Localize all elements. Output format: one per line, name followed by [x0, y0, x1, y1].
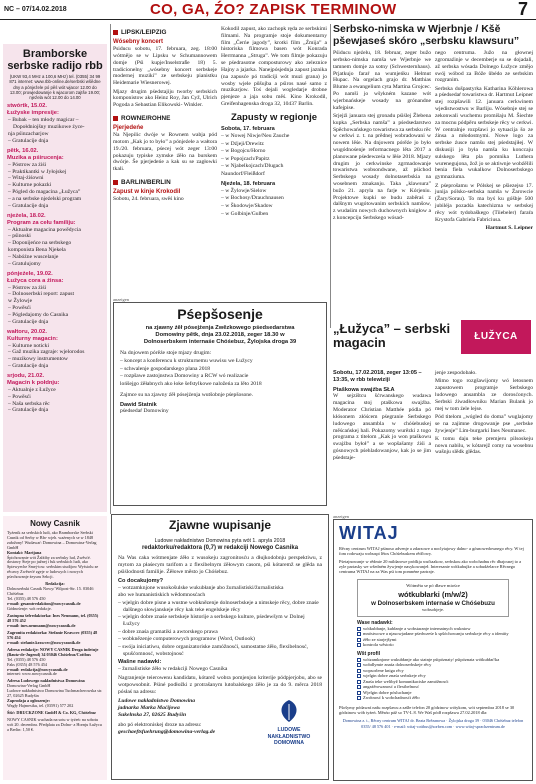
list-item: – w Škodowje/Skadow	[221, 202, 273, 209]
impressum-box	[3, 516, 107, 780]
page-header	[0, 0, 536, 20]
job-ad-footer	[118, 698, 322, 746]
checkbox-icon	[357, 627, 361, 631]
radio-day-0: stwórtk, 15.02. Łužyske impresije: – Bubak – ten młody magicar – Dopołdniojšny muzikowe źyce- nja pśinzacharjow – Gratulacije dnja	[7, 103, 85, 144]
invitation-signature-role: pśedsedaŕ Domowiny	[120, 408, 169, 415]
impressum-line: Faks (0355) 48 576 454	[7, 661, 48, 667]
invitation-intro: Na dnjowem pórěźe stoje mjazy drugim:	[120, 349, 212, 356]
job-ad-task: – žurnalistiske źěło w redakciji Nowego Casnika	[118, 666, 228, 673]
serbsko-column-2	[435, 50, 533, 232]
job-ad-address	[118, 698, 248, 735]
event-title-lipsk: Wósebny koncert	[113, 38, 164, 45]
zapusty-group-head: Njeźela, 18. februara	[221, 180, 276, 187]
serbsko-columns	[333, 50, 533, 232]
impressum-line: Zastupna šefredaktorka: Ines Neumann, tel. (0355) 48 576 452	[7, 613, 99, 623]
list-item: abo we humanistiskich wědomnosćach	[118, 592, 206, 599]
impressum-line: Zagronita redaktorka: Stefanie Krawcec (0355) 48 576 454	[7, 629, 98, 640]
list-item: – swója iniciatiwu, dobre organizatoriske zamóžnosći, samostatne źěło, flexibelnosć, spušćomnosć, wobstojnosć	[118, 643, 309, 657]
checkbox-icon	[357, 632, 361, 636]
list-item: – w Nowej Niwje/Neu Zauche	[221, 133, 290, 139]
impressum-line: e-mail: stefanie.krawcec@nowycasnik.de	[7, 639, 81, 645]
witaj-position-line: wobsobjeje.	[421, 607, 445, 613]
witaj-subhead: Wšt profil	[357, 650, 381, 657]
event-text-rowne: Na Njepilic dwóje w Rownem wabja pód motom „Kak jo to było” a pónjeźele a wałtora 19./20. februara, pśecej wót zeger 13:00 pokazuju typiske zymske źěło na burskem dwórje. Še pjerjedeńe a kak su se zagłowki tkali.	[113, 132, 217, 173]
witaj-position-box	[357, 579, 509, 617]
job-ad-title: Zjawne wupisanje	[168, 518, 272, 532]
luzyca-paragraph: jenje zespodobało.	[435, 370, 477, 376]
witaj-profile-text: Wjelgin dobre pósluchanje	[363, 689, 412, 695]
witaj-profile-text: wopsorlene kniga rěcy	[363, 667, 404, 673]
impressum-line: Domowina-Verlag GmbH	[7, 683, 51, 689]
events-column-1	[113, 26, 217, 204]
event-place-barlin: BARLIN/BERLIN	[121, 178, 171, 186]
job-ad-paragraph: abo pó elektroniskej droze na adresu:	[118, 721, 202, 728]
luzyca-logo	[461, 320, 531, 354]
address-line: jadnarka Marka Maćijowa	[118, 705, 180, 712]
witaj-intro: Rěcny centrum WITAJ pśinoso advenje a zdarzowe a noclytajowy dalno- a gósnowedownego rěcy. W tej fom rodowaju wobuspi lětos Chóśebuskem rědčowy.	[339, 545, 524, 557]
luzyca-head	[333, 322, 533, 366]
witaj-profile-text: wótzamknjone wukubłanje ako statnje pśipóznaty/ pśipóznata wótkubłaŕ/ka	[363, 656, 500, 662]
invitation-list	[120, 358, 320, 388]
radio-day-3: pónjeźele, 19.02. Łužyca cora a źinsa: – Póstrow za źiśi – Dolnoserbski report: zapust w Žylowje – Powěsći – Pógledajomy do Casnika – Gratulacije dnja	[7, 270, 75, 325]
list-item: – wobknězenje computerowych programow (Word, Outlook)	[118, 636, 255, 643]
witaj-footer-text: Pšošymy pódawaś našu rozpšawu a zašłe telefon 20 gódzinow wótykom, wót septembra 2018 se 30 gódzinow wób tyźeń. Měsńo páž so TV-L 8. We Waš pódł rozpšawu 27.02.2018 dla:	[339, 704, 515, 716]
job-ad-witaj	[333, 519, 533, 781]
impressum-title: Nowy Casnik	[30, 519, 80, 528]
list-item: – w Bogojcu/Horno	[221, 148, 266, 155]
invitation-closing: Zajmce su na zjawny źěł pósejźenja wutšobnje pśepšosone.	[120, 391, 253, 398]
witaj-profile-item	[357, 695, 527, 700]
event-text-lipsk: Psiducu sobotu, 17. februara, zeg. 18:00 wótmějo se w Lipsku w Schumannowem domje (Pśi kupje/Inselstraße 18) 5. tradicionelny „wósebny koncert serbskeje modernej muziki” ze serbskeju pianistku Heidemarie Wiesnerowej.	[113, 46, 217, 87]
page-number: 7	[517, 0, 528, 19]
impressum-line: Redakcija:	[45, 581, 65, 587]
anzeige-label: anzeigen	[113, 297, 129, 302]
zapusty-list-2	[221, 188, 327, 218]
witaj-profile-text: angaźěrowanosć a flexibelnosć	[363, 684, 419, 690]
job-ad-nakladnistwo	[111, 514, 329, 780]
job-ad-subhead: Wašne nadawki:	[118, 659, 162, 666]
witaj-position-line: wótkubłarki (m/w/2)	[398, 590, 468, 600]
address-line: Sukelnska 27, 02625 Budyšin	[118, 712, 187, 719]
serbsko-paragraph: Z pśeprošamu w Pólskej se pšiezejso 17. junija pólsko-serbska namša w Žarowcie (Žary/Sorau). To ma byś ku góšbje 500 jubiléja pozadśa katechizma w serbskej rěcy wót tydobaškego (Tiiebeler) faraŕa Krystofa Gabriela Fabriciusa.	[435, 182, 533, 223]
list-item: – dobre znaśa gramatiki a awtorskego prawa	[118, 628, 218, 635]
witaj-profile	[357, 657, 527, 701]
address-line: Ludowe nakładnistwo Domowina	[118, 698, 196, 705]
witaj-subhead: Wase nadawki:	[357, 619, 393, 626]
witaj-task-text: mnóstwowe a njasowjadane pśedwześe k spšóchowanju serbskeje rěcy a identity	[363, 631, 509, 637]
invitation-notice	[113, 302, 327, 506]
witaj-task-text: kontrola wěstośo	[363, 642, 394, 648]
checkbox-icon	[357, 658, 361, 662]
radio-info: (UKW 93,4 MHz a 100,6 MHz) tel. (0355) 34 99 871 internet: www.rbb-online.de/serbski wšědne dny a pónjeźele pó pěś wót wjacor 12.00 do 13.00; prowjedowanje k wjacorom zajtše 19.00; njeźela wót 12.00 do 14.00	[9, 74, 101, 101]
witaj-logo: WITAJ	[339, 523, 399, 543]
checkbox-icon	[357, 643, 361, 647]
invitation-title: Pśepšosenje	[177, 306, 263, 322]
impressum-line: e-mail: gesamtredaktion@nowycasnik.de	[7, 601, 81, 607]
radio-day-5: srjodu, 21.02. Magacin k połdnju: – Aktualnje z Łužyce – Powěsći – Naša serbska rěc – Gratulacije dnja	[7, 372, 60, 414]
checkbox-icon	[357, 691, 361, 695]
radio-day-1: pětk, 16.02. Muzika a pśirucenja: – Póstrow za źiśi – Praktikantki w Jyłojskej – Witaj-źiśowni – Kulturne pokazki – Pógled do magacina „Łužyca” – a na serbske njeźelski program – Gratulacije dnja	[7, 147, 82, 209]
event-place-rowne: ROWNE/ROHNE	[121, 114, 171, 122]
witaj-position-line: Wótměta se pó dławe miośce	[406, 582, 460, 588]
impressum-line: Ludowe nakładnistwo Domowina Tuchmacherowska str. 27, 02625 Budyšin	[7, 688, 103, 699]
impressum-line: Śpichowanie wót Žalźiby za serbsky lud, Zwěsćé. dostawy Šteje po južnej i łuk serbskich ludi, ako Spiewyeche Šmej-tow. serbskim studijow Wyśsiolu ze rěcawy Zwěsećé zgeje w ludowych i nowych pśechowanje źeyuru Sekcji.	[7, 554, 99, 580]
witaj-tasks	[357, 626, 527, 648]
luzyca-title: „Łužyca” – serbski magacin	[333, 321, 451, 350]
checkbox-icon	[357, 680, 361, 684]
witaj-profile-text: wobdlymie znaśa dolnoserbskeje rěcy	[363, 662, 432, 668]
serbsko-signature: Hartmut S. Leipner	[485, 224, 533, 231]
list-item: – wjelgin dobre znaśe serbskeje historije a serbskego kulture, pśedewšym w Dolnej Łužycy	[118, 614, 305, 627]
impressum-line: Adresa Ludowego nakładnistwa Domowina	[7, 678, 85, 684]
events-column-2	[221, 26, 327, 218]
event-text-lipsk-2: Mjazy drugim pśedstajiju tworby serbskich komponistow ako Heinz Roy, Jan Cyž, Ulrich Pogoda a Sebastian Elikowski- Winkler.	[113, 88, 217, 109]
impressum-line: Gódnośenje: wót redakcje.	[7, 606, 52, 612]
checkbox-icon	[357, 696, 361, 700]
list-item: – w Žylowje/Sielow	[221, 187, 267, 194]
impressum-lines	[7, 531, 103, 733]
luzyca-paragraph: Pód titelom „wógled do doma” wuglajomy se na zajimne drogowanje pse „serbske žywjenje” Lim-burgarki Ines Neumanec.	[435, 413, 533, 434]
zapusty-group-head: Sobota, 17. februara	[221, 126, 275, 133]
impressum-line: Śišć: DRUCKZONE GmbH & Co. KG, Chóśebuz	[7, 710, 96, 716]
impressum-line: NOWY CASNIK wuchada na sotu w tyźeń: na sobotu wót 20. decembra. Předplata za Dolno- a Hornju Łužycu a Berlin: 1,50 €.	[7, 717, 102, 733]
witaj-task-text: wótkubłanje, kubłanje a wobstaranje internatnych wukniow	[363, 625, 471, 631]
job-ad-subhead: Co docakujomy?	[118, 577, 164, 584]
zapusty-list-1	[221, 133, 327, 178]
luzyca-column-2	[435, 370, 533, 463]
impressum-line: e-mail: redakcija@nowycasnik.de	[7, 666, 68, 672]
invitation-signature: Dawid Statnik	[120, 401, 157, 408]
checkbox-icon	[357, 674, 361, 678]
serbsko-paragraph: Pśiducu njeźelu, 18. februar, zeger bužo serbsko-nimska namša we Wjerbnje we tamnem domje za sotny (Schwesternhaus). Prjatkujo faraŕ na wumjeńku Helmut Hupac. Na orgelach grajo dr. Matthias Blume a ewangelium cyta Martina Grojcec. Po namši jo wšykném kazane wót wjerbnańskeje wosady na grónandne kafejpise.	[333, 50, 431, 111]
list-item: Naundorf/Fleißdorf	[221, 171, 265, 178]
serbsko-paragraph: Srjejźi januara stej gronadu pśiślej Žlebena kupka „Serbska namša” a pśedsedarstwo Spěchowańskego towaristwa za serbsku rěc w cerkwi z. t. na prědnej wobradowani w nowem lěśe. Na dnjowem pórěźe jo było wugódnośenje reformacnego lěta 2017 a planowane pśedewześa w lěśe 2018. Mjazy drugim jo cerkwinske zgrmadowanje towaristwa wobsondwane, až pśichod Serbskego wosady dolnotaserbskia na wosebnem zmakanju. Taka „klawsura” bužo 21. apryla na farje w Kórjeniu. Projektowe kupki se budu zaběraś z dalšnym wugótowanim serbskich namšow, z wudaśim nowych duchownych knigłow a z koncepciju Serbskego wósad-	[333, 112, 431, 222]
impressum-line: Dolnoserbski Casnik Nowy/ Wilpost-Str. 15. 03046 Chóśebuz	[7, 586, 94, 597]
list-item: – w Popojcach/Papitz	[221, 155, 270, 162]
event-title-barlin: Zapust w kinje Krokodil	[113, 188, 181, 195]
witaj-task-text: źěło ze starjejšymi	[363, 636, 397, 642]
luzyca-article	[333, 322, 533, 463]
checkbox-icon	[357, 663, 361, 667]
witaj-position-line: w Dolnoserbskem internaśe w Chóśebuzu	[371, 599, 495, 607]
luzyca-lead: Sobotu, 17.02.2018, zeger 13:05 – 13:35, w rbb telewiziji	[333, 370, 422, 383]
witaj-paragraph: Pśetajnowanje w rědmie 20 mildarowe pródkja wučtaakow, serbskou ako wobchadnu rěc dbajousej to a zyle partasky we wšedném žywjenje nasykowanjeł. Interesanie wótkubujke a sobudźelarce Rěcnego centruma WITAJ na za Was pśi tom pomnéne partraje.	[339, 558, 522, 575]
list-item: – wotzamknjone wusokošulske wukubłanje abo žurnalistiski/žurnalistiska	[118, 584, 284, 591]
impressum-line: Adresa redakcije: NOWY CASNIK Droga indetuje (Bautz-de-Jugend) 34 03046 Chóśebuz/Cottbus	[7, 646, 99, 657]
column-rule	[330, 24, 331, 328]
job-ad-email-link[interactable]: geschaeftsfuehrung@domowina-verlag.de	[118, 728, 216, 735]
column-rule	[110, 24, 111, 514]
job-ad-paragraph: Nagranjenje teierowenu kandidatu, kótarež wobra pomjenjon kriterije pódpjerjobu, abo se wotpowsobnit. Pśiné podłožki z protrašanym lutobalskego źěło je za do 9. měrca 2018 pósłaś na adresu:	[118, 675, 322, 695]
luzyca-column-1	[333, 370, 431, 463]
logo-line: NAKŁADNISTWO	[267, 733, 311, 740]
section-title: CO, GA, ŹO? ZAPISK TERMINOW	[150, 1, 397, 18]
job-ad-lead: redaktorku/redaktora (0,7) w redakciji Nowego Casnika	[141, 544, 299, 551]
list-item: – w Njabelkojcach/Dlugach	[221, 163, 284, 170]
checkbox-icon	[357, 638, 361, 642]
luzyca-paragraph: W sejzištcu šćrwanskego wudawa magacina stoj ptaškowa swajźba. Moderator Christian Matthée pódla pó kłósonem złóścem pśegranie Serbskego ludowego ansambla w chóśebuskej měścańskej hali. Pokazomy wurězki z togo programa z titelom „Kak jo won ptaškowu swajźbu byłoł” a se wopšašamy źiśi a gósnowych pśehladowanjow, kak jo se jim pśedstaje-	[333, 393, 431, 461]
list-item: – schwalenje gospodarskego plana 2018	[120, 365, 211, 372]
serbsko-column-1	[333, 50, 431, 232]
witaj-profile-text: Zwótnosć k wobchadnosći źěło	[363, 695, 420, 701]
radio-box	[3, 44, 107, 512]
impressum-line: e-mail: ines.neumann@nowycasnik.de	[7, 622, 76, 628]
serbsko-paragraph: Serbska dušpastyrka Katharina Köhlerowa a pśedsedaŕ towaristwa dr. Hartmut Leipner stej rozpšawili 12. januara cerkwinem wjedistwostwu w Barliju. Wósebnje stej se zekonwali wuchemu promišaju M. Šiechte za mocnu pódpěru serbskeje rěcy w cerkwi. W centralnje rozpšawi jo sytuacija šo ze źinsa a młodostnymi. Nowe logo za serbske źusce namšu stej pśedstajiłej. W diskusiji jo była namša ku konccaju sulskego lěta pla pomnika Luthera wurenegujona, žož jo se aktiwnje wobźělili benia fiela wukalkow Dolnoserbskego gymnaziuma.	[435, 85, 534, 181]
witaj-profile-text: Znaśa teke welibyž komunikaciske zamóžnosći	[363, 678, 449, 684]
impressum-line: Wagły Hajmesiku, tel. (03591) 577 202	[7, 703, 74, 709]
impressum-line: Zaprodaja a ogłoszenje:	[7, 698, 50, 704]
list-item: – w Dźjeji/Drewitz	[221, 140, 264, 147]
luzyca-columns	[333, 370, 533, 463]
luzyca-paragraph: Mimo togo rozgšawijomy wó letosnem zapustowem programje Serbskego ludowego ansambla ze dorosćonych. Serbski źiwadłowniku Marian Bulank jo mej w tom źele lejse.	[435, 378, 533, 412]
list-item: lońšejgo źěłabnych ako łoke šefstylkowe naložeńa za lěto 2018	[120, 381, 262, 388]
luzyca-paragraph: K tomu daju teke premjeru pilsoskeju nowu nabilu, w kótarejž comy na wosebnu wašnju slědk glědas.	[435, 435, 533, 456]
invitation-lead: na zjawny źěł pósejźenja Zwězkowego pśedsedarstwa Domowiny pětk, dnja 23.02.2018, zeger 18.30 w Dolnoserbskem internaśe Chóśebuz, Žylojska droga 39	[143, 324, 297, 345]
checkbox-icon	[357, 669, 361, 673]
bullet-square-icon	[113, 180, 118, 185]
checkbox-icon	[357, 685, 361, 689]
radio-day-4: wałtoru, 20.02. Kulturny magacin: – Kulturne noticki – Gaž muzika zagraje: wjelorodos – muzikowy instrumentow – Gratulacije dnja	[7, 328, 85, 370]
list-item: – w Golbinje/Gulben	[221, 210, 269, 217]
impressum-line: Tyźenik za serbskich ludi, ako Bramborske Serbski Casnik od Serby w Bła- wjeh. waźenych se w 1848 załožony! Wudawaŕ: Domowina – Domowina-Verlag GmbH	[7, 529, 97, 550]
luzyca-logo-text: ŁUŽYCA	[474, 330, 518, 342]
bullet-square-icon	[113, 116, 118, 121]
luzyca-subtitle: Ptaškowa swajźba SŁA	[333, 386, 395, 393]
witaj-address: Domowina z. t., Rěcny centrum WITAJ dr. Beata Brězanowa · Žylojska droga 39 · 03046 Chóśebuz telefon 0355/ 48 576 401 · e-mail: witaj-cottbus@sorben.com · www.witaj-sprachzentrum.de	[342, 718, 524, 729]
domowina-logo	[256, 698, 322, 746]
list-item: – koncept a konferencu k strukturnemu wuwisu we Łužycy	[120, 358, 253, 365]
logo-line: LUDOWE	[277, 727, 301, 734]
event-text-barlin: Sobotu, 24. februara, swěś kino	[113, 196, 184, 203]
radio-day-2: njeźela, 18.02. Program za cełu familiju: – Aktualne magacina powědycia – pśinoski – Doponijeńce na serbskego komponista Bena Njekela – Nabóźne wuscelanje – Gratulujomy	[7, 212, 81, 267]
bullet-square-icon	[113, 30, 118, 35]
issue-label: NC – 07/14.02.2018	[4, 6, 67, 13]
radio-title: Bramborske serbske radijo rbb	[7, 48, 103, 73]
event-place-lipsk: LIPSK/LEIPZIG	[121, 29, 167, 36]
witaj-profile-text: wjelgin dobre znaśa serbskeje rěcy	[363, 673, 426, 679]
linden-leaf-icon	[274, 698, 304, 724]
job-ad-intro: Ludowe nakładnistwo Domowina pyta wót 1. apryla 2018	[154, 537, 286, 544]
serbsko-title: Serbsko-nimska w Wjerbnje / Kšě pšewjaseś skóro „serbsku klawsuru”	[333, 23, 520, 47]
anzeige-label: anzeigen	[333, 514, 349, 519]
list-item: – wjelgin dobre pisne a wustne wobknězenje dolnoserbskeje a nimskeje rěcy, dobre znaśe dalšnego słowjanskeje rěcy kak teke engelskeje rěcy	[118, 599, 319, 613]
event-title-rowne: Pjerjedeńe	[113, 124, 144, 131]
job-ad-paragraph: Na Was caka wótmenjate źěło z wusokeju zagronitosću a dłujkodobnju perspektiwu, z mytom za płaśecym tarifom a z flexibelnym źěłowym casom, pśi kótaremž se glěda na pśiślodnosti familije. Źěłowe město jo Chóśebuz.	[118, 555, 322, 575]
event-text-kino: Kokodil zapust, ako zachopk ręda ze serbskimi filmami. Na programje stoje dokumentarny film „Čerńe jagody”, krotki film „Źmija” a historiska filmowa basen wót Konrada Herrmanna „Struga”. We tom filmje pokazuju se pśedrasotne composturowy ako zeleznice Hajny a jajarka. Nanejpósjednja zapust jaznika (na zapusće pó tradiciji wót muzi grana) jo wosby wjele půšujba a pśiros nasé samo z muzikarjow. Toś dejali wogledarje drobne pjenjeze a jaja sobu měś. Kino Krokodil, Greifenhagenska droga 32, 10437 Barlin.	[221, 26, 327, 107]
list-item: – rozpšawe zastojnstwa Domowiny a RCW wó realizacie	[120, 373, 249, 380]
list-item: – w Bochosy/Drauchnausen	[221, 195, 284, 202]
impressum-line: Kontakt: Marijana	[7, 549, 42, 555]
serbsko-article	[333, 24, 533, 232]
job-ad-requirements	[118, 585, 322, 658]
zapusty-title: Zapusty w regionje	[230, 111, 318, 123]
logo-line: DOMOWINA	[274, 739, 304, 746]
impressum-line: Tel. (0355) 48 576 450	[7, 596, 46, 602]
serbsko-paragraph: nego centruma. Južo na głownej zgromaźinje w decemberje su se dojadali, až serbska wósada Dolnego Łužyce změjo swój wóbod za Bóže ůbédo ze serbskim rozgranim.	[435, 50, 533, 84]
impressum-line: Tel. (0355) 48 576 450	[7, 656, 46, 662]
impressum-line: internet: www.nowycasnik.de	[7, 671, 57, 677]
witaj-task	[357, 642, 527, 647]
